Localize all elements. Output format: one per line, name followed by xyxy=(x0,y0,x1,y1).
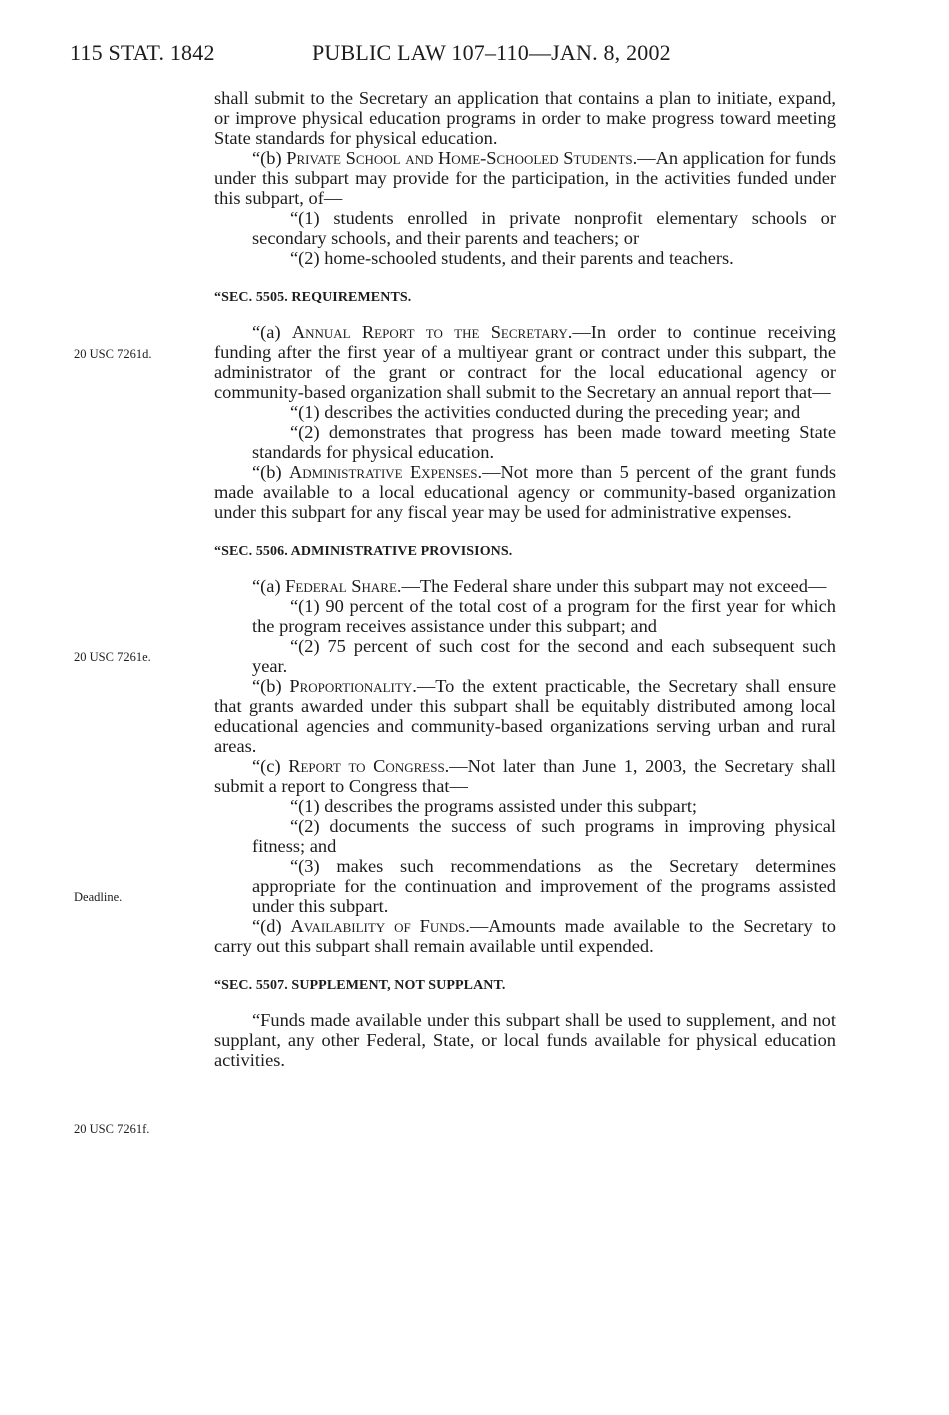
subparagraph: “(3) makes such recommendations as the Secretary determines appropriate for the continuation and improvement of the programs assisted under this subpart. xyxy=(252,856,836,916)
subparagraph: “(2) demonstrates that progress has been made toward meeting State standards for physical education. xyxy=(252,422,836,462)
subparagraph: “(1) students enrolled in private nonprofit elementary schools or secondary schools, and their parents and teachers; or xyxy=(252,208,836,248)
paragraph: “(b) Proportionality.—To the extent practicable, the Secretary shall ensure that grants awarded under this subpart shall be equitably distributed among local educational agencies and community-based organizations serving urban and rural areas. xyxy=(214,676,836,756)
statute-page-number: 115 STAT. 1842 xyxy=(70,40,215,65)
paragraph: “(b) Private School and Home-Schooled Students.—An application for funds under this subpart may provide for the participation, in the activities funded under this subpart, of— xyxy=(214,148,836,208)
paragraph: shall submit to the Secretary an application that contains a plan to initiate, expand, or improve physical education programs in order to make progress toward meeting State standards for physical education. xyxy=(214,88,836,148)
subparagraph: “(2) 75 percent of such cost for the second and each subsequent such year. xyxy=(252,636,836,676)
paragraph: “Funds made available under this subpart shall be used to supplement, and not supplant, any other Federal, State, or local funds available for physical education activities. xyxy=(214,1010,836,1070)
margin-note-usc-7261e: 20 USC 7261e. xyxy=(74,650,151,664)
paragraph: “(c) Report to Congress.—Not later than June 1, 2003, the Secretary shall submit a report to Congress that— xyxy=(214,756,836,796)
paragraph: “(d) Availability of Funds.—Amounts made available to the Secretary to carry out this subpart shall remain available until expended. xyxy=(214,916,836,956)
section-heading-5506: “SEC. 5506. ADMINISTRATIVE PROVISIONS. xyxy=(214,544,513,559)
subparagraph: “(1) describes the activities conducted during the preceding year; and xyxy=(290,402,801,422)
paragraph: “(a) Federal Share.—The Federal share under this subpart may not exceed— xyxy=(252,576,827,596)
public-law-title: PUBLIC LAW 107–110—JAN. 8, 2002 xyxy=(312,40,671,65)
subparagraph: “(2) documents the success of such programs in improving physical fitness; and xyxy=(252,816,836,856)
section-heading-5507: “SEC. 5507. SUPPLEMENT, NOT SUPPLANT. xyxy=(214,978,506,993)
section-heading-5505: “SEC. 5505. REQUIREMENTS. xyxy=(214,290,412,305)
paragraph: “(a) Annual Report to the Secretary.—In order to continue receiving funding after the first year of a multiyear grant or contract under this subpart, the administrator of the grant or contract for the local educational agency or community-based organization shall submit to the Secretary an annual report that— xyxy=(214,322,837,402)
subparagraph: “(1) 90 percent of the total cost of a program for the first year for which the program receives assistance under this subpart; and xyxy=(252,596,836,636)
subparagraph: “(1) describes the programs assisted under this subpart; xyxy=(290,796,698,816)
subparagraph: “(2) home-schooled students, and their parents and teachers. xyxy=(290,248,734,268)
paragraph: “(b) Administrative Expenses.—Not more than 5 percent of the grant funds made available to a local educational agency or community-based organization under this subpart for any fiscal year may be used for administrative expenses. xyxy=(214,462,836,522)
margin-note-usc-7261f: 20 USC 7261f. xyxy=(74,1122,150,1136)
document-body xyxy=(214,88,836,1070)
margin-note-usc-7261d: 20 USC 7261d. xyxy=(74,347,152,361)
margin-note-deadline: Deadline. xyxy=(74,890,123,904)
